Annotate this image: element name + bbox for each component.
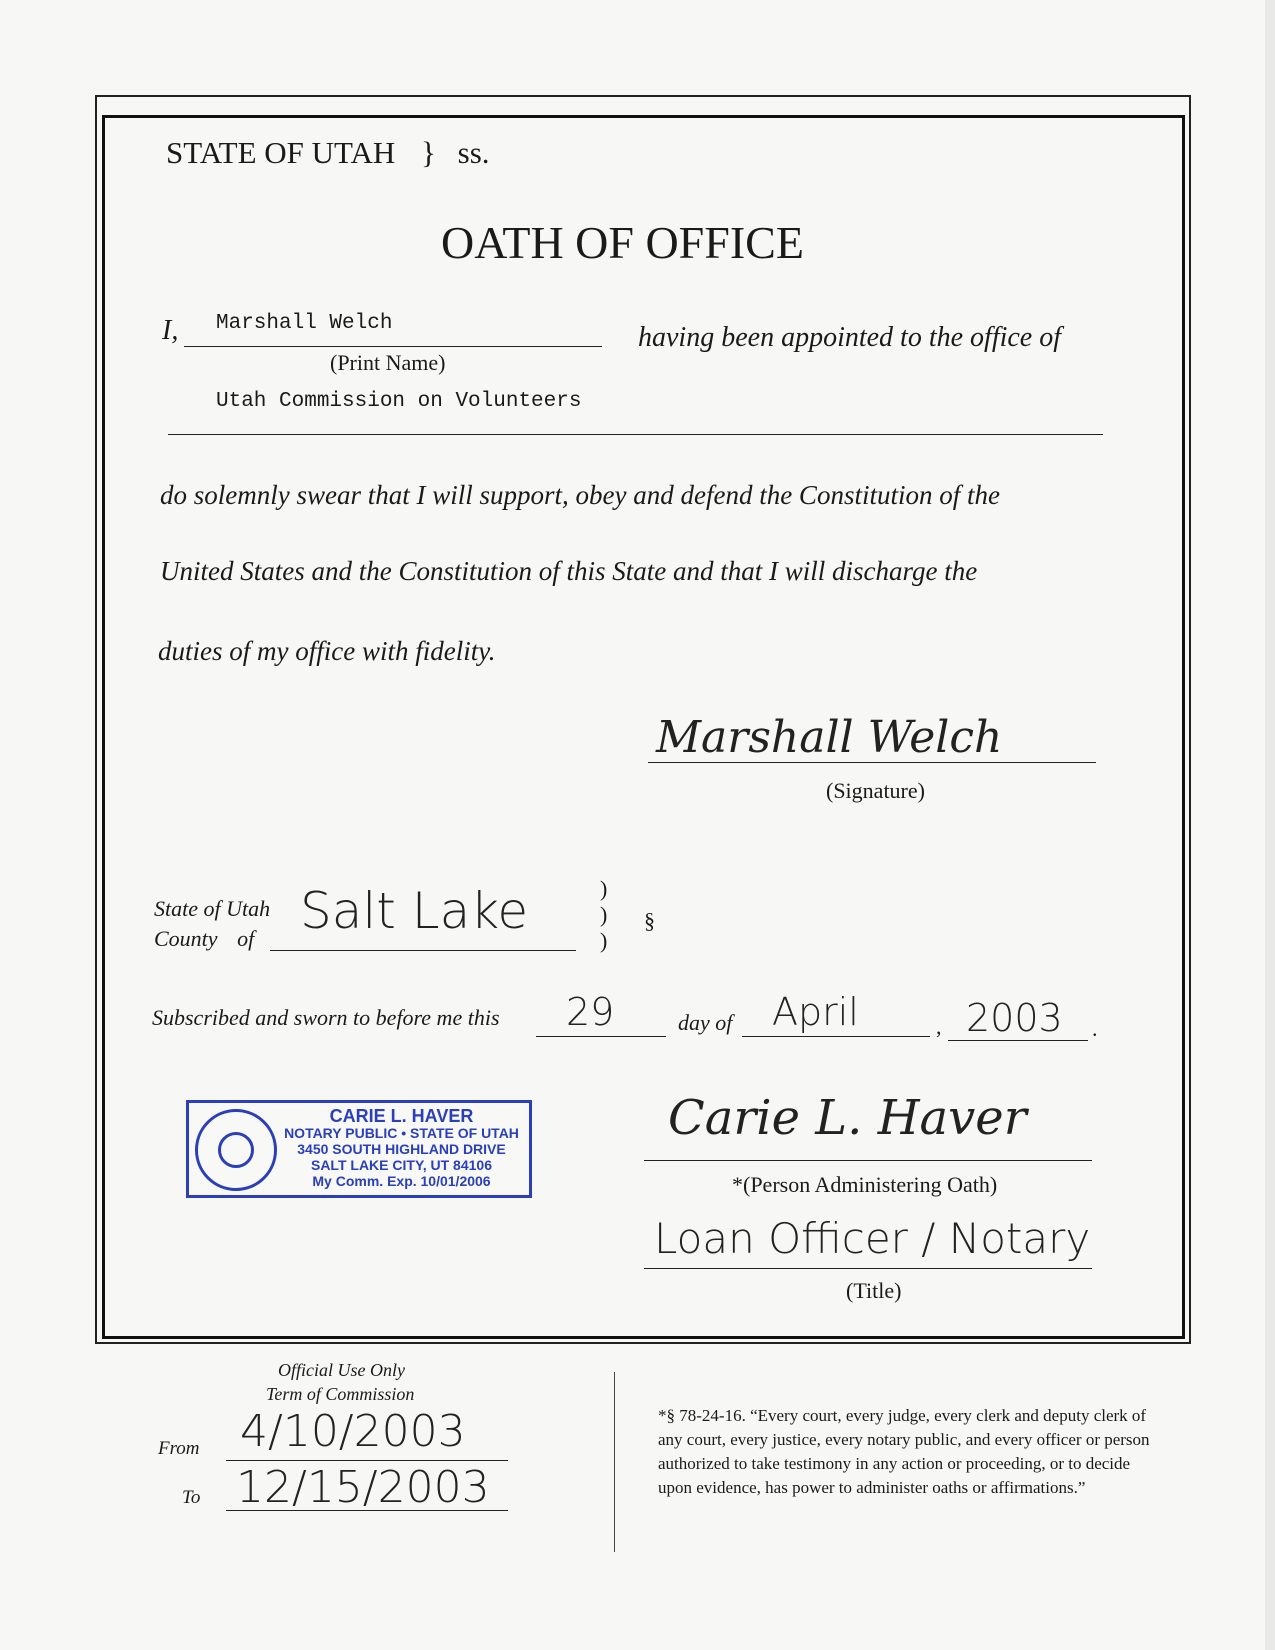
sworn-day-of: day of bbox=[678, 1010, 733, 1035]
page-edge bbox=[1265, 0, 1275, 1650]
stamp-line-4: SALT LAKE CITY, UT 84106 bbox=[310, 1157, 492, 1173]
sworn-day: 29 bbox=[566, 990, 615, 1034]
appointed-text: having been appointed to the office of bbox=[638, 322, 1062, 353]
state-header bbox=[166, 135, 490, 171]
venue-paren-3: ) bbox=[600, 928, 608, 953]
to-value: 12/15/2003 bbox=[236, 1462, 490, 1513]
to-line bbox=[226, 1510, 508, 1511]
brace: } bbox=[421, 135, 436, 170]
oath-text-line-1: do solemnly swear that I will support, obey and defend the Constitution of the bbox=[160, 480, 1000, 510]
state-seal-icon bbox=[195, 1109, 277, 1191]
print-name-line bbox=[184, 346, 602, 347]
county-of-word: of bbox=[237, 926, 255, 951]
from-value: 4/10/2003 bbox=[240, 1406, 466, 1457]
sworn-month: April bbox=[772, 990, 859, 1034]
document-title: OATH OF OFFICE bbox=[441, 217, 804, 268]
sworn-prefix: Subscribed and sworn to before me this bbox=[152, 1005, 500, 1030]
footer-divider bbox=[614, 1372, 615, 1552]
oath-text-line-3: duties of my office with fidelity. bbox=[158, 636, 496, 666]
signature-line bbox=[648, 762, 1096, 763]
venue-state-label: State of Utah bbox=[154, 896, 271, 921]
stamp-line-2: NOTARY PUBLIC • STATE OF UTAH bbox=[284, 1125, 519, 1141]
administrator-line bbox=[644, 1160, 1092, 1161]
ss-label: ss. bbox=[457, 135, 490, 170]
state-line: STATE OF UTAH bbox=[166, 135, 396, 170]
from-label: From bbox=[158, 1438, 200, 1459]
administrator-signature: Carie L. Haver bbox=[668, 1090, 1027, 1146]
oath-text-line-2: United States and the Constitution of this State and that I will discharge the bbox=[160, 556, 978, 586]
county-word: County bbox=[154, 926, 218, 951]
office-line bbox=[168, 434, 1103, 435]
year-line bbox=[948, 1040, 1088, 1041]
section-symbol: § bbox=[644, 908, 655, 933]
county-line bbox=[270, 950, 576, 951]
title-caption: (Title) bbox=[846, 1278, 902, 1303]
county-value: Salt Lake bbox=[300, 882, 529, 940]
stamp-line-5: My Comm. Exp. 10/01/2006 bbox=[312, 1173, 491, 1189]
venue-paren-2: ) bbox=[600, 902, 608, 927]
print-name-value: Marshall Welch bbox=[216, 312, 393, 335]
print-name-caption: (Print Name) bbox=[330, 350, 446, 375]
signature-caption: (Signature) bbox=[826, 778, 925, 803]
administrator-caption: *(Person Administering Oath) bbox=[732, 1172, 998, 1197]
day-line bbox=[536, 1036, 666, 1037]
venue-county-label bbox=[154, 926, 254, 952]
sworn-period: . bbox=[1092, 1016, 1098, 1041]
venue-paren-1: ) bbox=[600, 876, 608, 901]
title-line bbox=[644, 1268, 1092, 1269]
oath-signature: Marshall Welch bbox=[656, 712, 1003, 763]
from-line bbox=[226, 1460, 508, 1461]
oath-prefix: I, bbox=[162, 315, 179, 346]
statute-footnote: *§ 78-24-16. “Every court, every judge, every clerk and deputy clerk of any court, every justice, every notary public, and every officer or person authorized to take testimony in any action or proceeding, or to decide upon evidence, has power to administer oaths or affirmations.” bbox=[658, 1406, 1150, 1497]
office-value: Utah Commission on Volunteers bbox=[216, 390, 582, 413]
to-label: To bbox=[182, 1487, 201, 1508]
official-use-heading: Official Use Only bbox=[278, 1360, 405, 1380]
stamp-name: CARIE L. HAVER bbox=[329, 1106, 474, 1126]
notary-stamp bbox=[186, 1100, 532, 1198]
stamp-line-3: 3450 SOUTH HIGHLAND DRIVE bbox=[297, 1141, 506, 1157]
sworn-year: 2003 bbox=[966, 996, 1063, 1040]
administrator-title: Loan Officer / Notary bbox=[654, 1214, 1091, 1263]
sworn-comma: , bbox=[936, 1014, 942, 1039]
term-heading: Term of Commission bbox=[266, 1384, 415, 1404]
month-line bbox=[742, 1036, 930, 1037]
